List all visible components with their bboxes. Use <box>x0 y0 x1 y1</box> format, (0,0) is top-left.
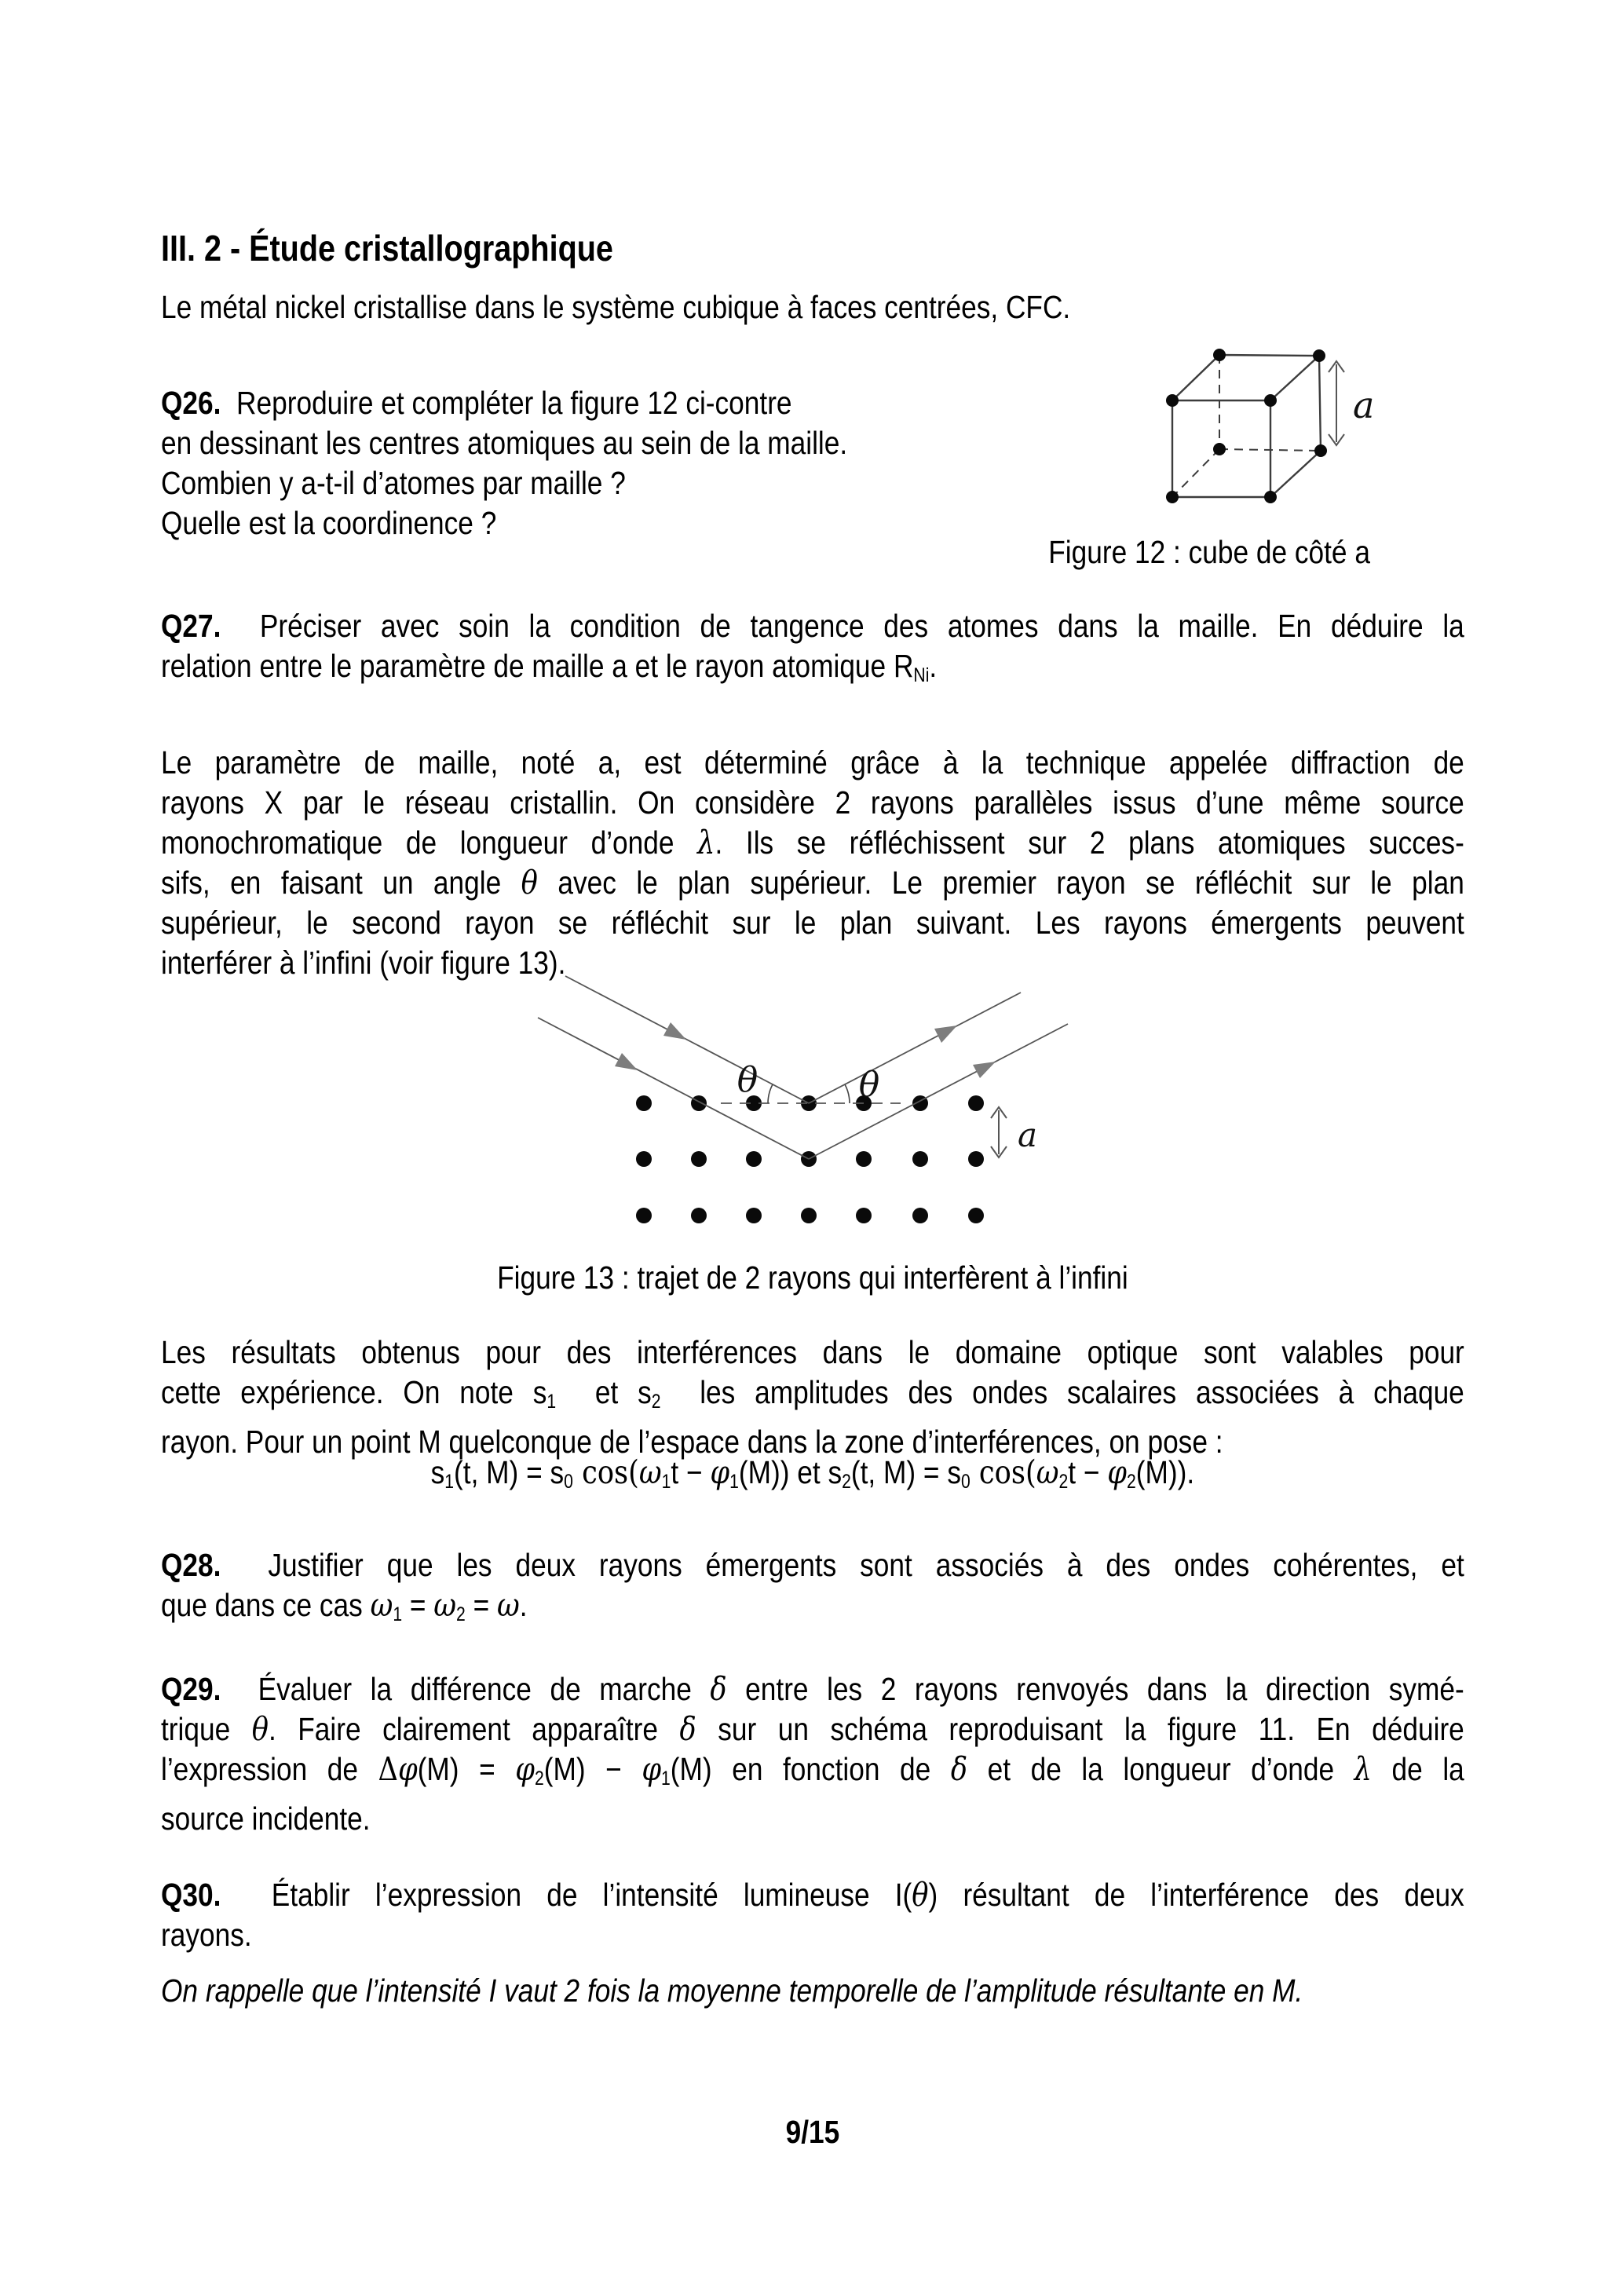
figure13-lattice-drawing <box>514 967 1135 1281</box>
paragraph-interferences: Les résultats obtenus pour des interférences dans le domaine optique sont valables pour cette expérience. On note $s_1$ et $s_2$ les amplitudes des ondes scalaires associées à chaque rayon. Pour un point M quelconque de l’espace dans la zone d’interférences, on pose : <box>161 1334 1464 1460</box>
question-q28: Q28. Justifier que les deux rayons émergents sont associés à des ondes cohérentes, et que dans ce cas $\omega_1 = \omega_2 = \omega$. <box>161 1547 1464 1625</box>
theta-label-right: θ <box>858 1065 880 1105</box>
theta-angle-arc-left <box>768 1084 773 1103</box>
question-q26: Q26. Reproduire et compléter la figure 12 ci-contre en dessinant les centres atomiques au sein de la maille. Combien y a-t-il d’atomes par maille ? Quelle est la coordinence ? <box>161 385 848 541</box>
atomic-plane-dots <box>636 1095 984 1223</box>
theta-angle-arc-right <box>845 1084 850 1103</box>
edge-length-arrow <box>1329 361 1374 445</box>
edge-length-label: a <box>1353 384 1375 426</box>
page-number: 9/15 <box>785 2114 840 2150</box>
equation-amplitudes: $s_1(t$, $M) = s_0$ $\cos(\omega_1t - \varphi_1(M))$ et $s_2(t$, $M) = s_0$ $\cos(\omega_2t - \varphi_2(M))$. <box>430 1453 1195 1493</box>
section-title: III. 2 - Étude cristallographique <box>161 228 613 269</box>
cube-edges <box>1172 355 1321 497</box>
question-q27: Q27. Préciser avec soin la condition de tangence des atomes dans la maille. En déduire la relation entre le paramètre de maille a et le rayon atomique $R_{Ni}$. <box>161 608 1464 686</box>
incident-ray-2 <box>538 1018 809 1159</box>
paragraph-intro: Le métal nickel cristallise dans le système cubique à faces centrées, CFC. <box>161 289 1071 325</box>
question-q29: Q29. Évaluer la différence de marche δ entre les 2 rayons renvoyés dans la direction symé- trique θ. Faire clairement apparaître δ sur un schéma reproduisant la figure 11. En déduire l’expression de $\Delta\varphi(M) = \varphi_2(M) - \varphi_1(M)$ en fonction de δ et de la longueur d’onde λ de la source incidente. <box>161 1670 1464 1837</box>
emergent-ray-1 <box>809 993 1021 1103</box>
question-q30: Q30. Établir l’expression de l’intensité lumineuse I(θ) résultant de l’interférence des deux rayons. <box>161 1876 1464 1953</box>
theta-label-left: θ <box>737 1060 758 1100</box>
figure12-cube-drawing <box>1119 330 1417 542</box>
plane-spacing-label: a <box>1018 1116 1038 1154</box>
incident-ray-1 <box>565 976 809 1103</box>
paragraph-diffraction: Le paramètre de maille, noté a, est déterminé grâce à la technique appelée diffraction de rayons X par le réseau cristallin. On considère 2 rayons parallèles issus d’une même source monochromatique de longueur d’onde λ. Ils se réfléchissent sur 2 plans atomiques succes- sifs, en faisant un angle θ avec le plan supérieur. Le premier rayon se réfléchit sur le plan supérieur, le second rayon se réfléchit sur le plan suivant. Les rayons émergents peuvent interférer à l’infini (voir figure 13). <box>161 744 1464 981</box>
figure12-caption: Figure 12 : cube de côté a <box>1048 534 1370 570</box>
figure13-caption: Figure 13 : trajet de 2 rayons qui interfèrent à l’infini <box>497 1260 1128 1296</box>
note-intensity: On rappelle que l’intensité I vaut 2 fois la moyenne temporelle de l’amplitude résultante en M. <box>161 1972 1303 2009</box>
plane-spacing-arrow <box>991 1107 1037 1157</box>
